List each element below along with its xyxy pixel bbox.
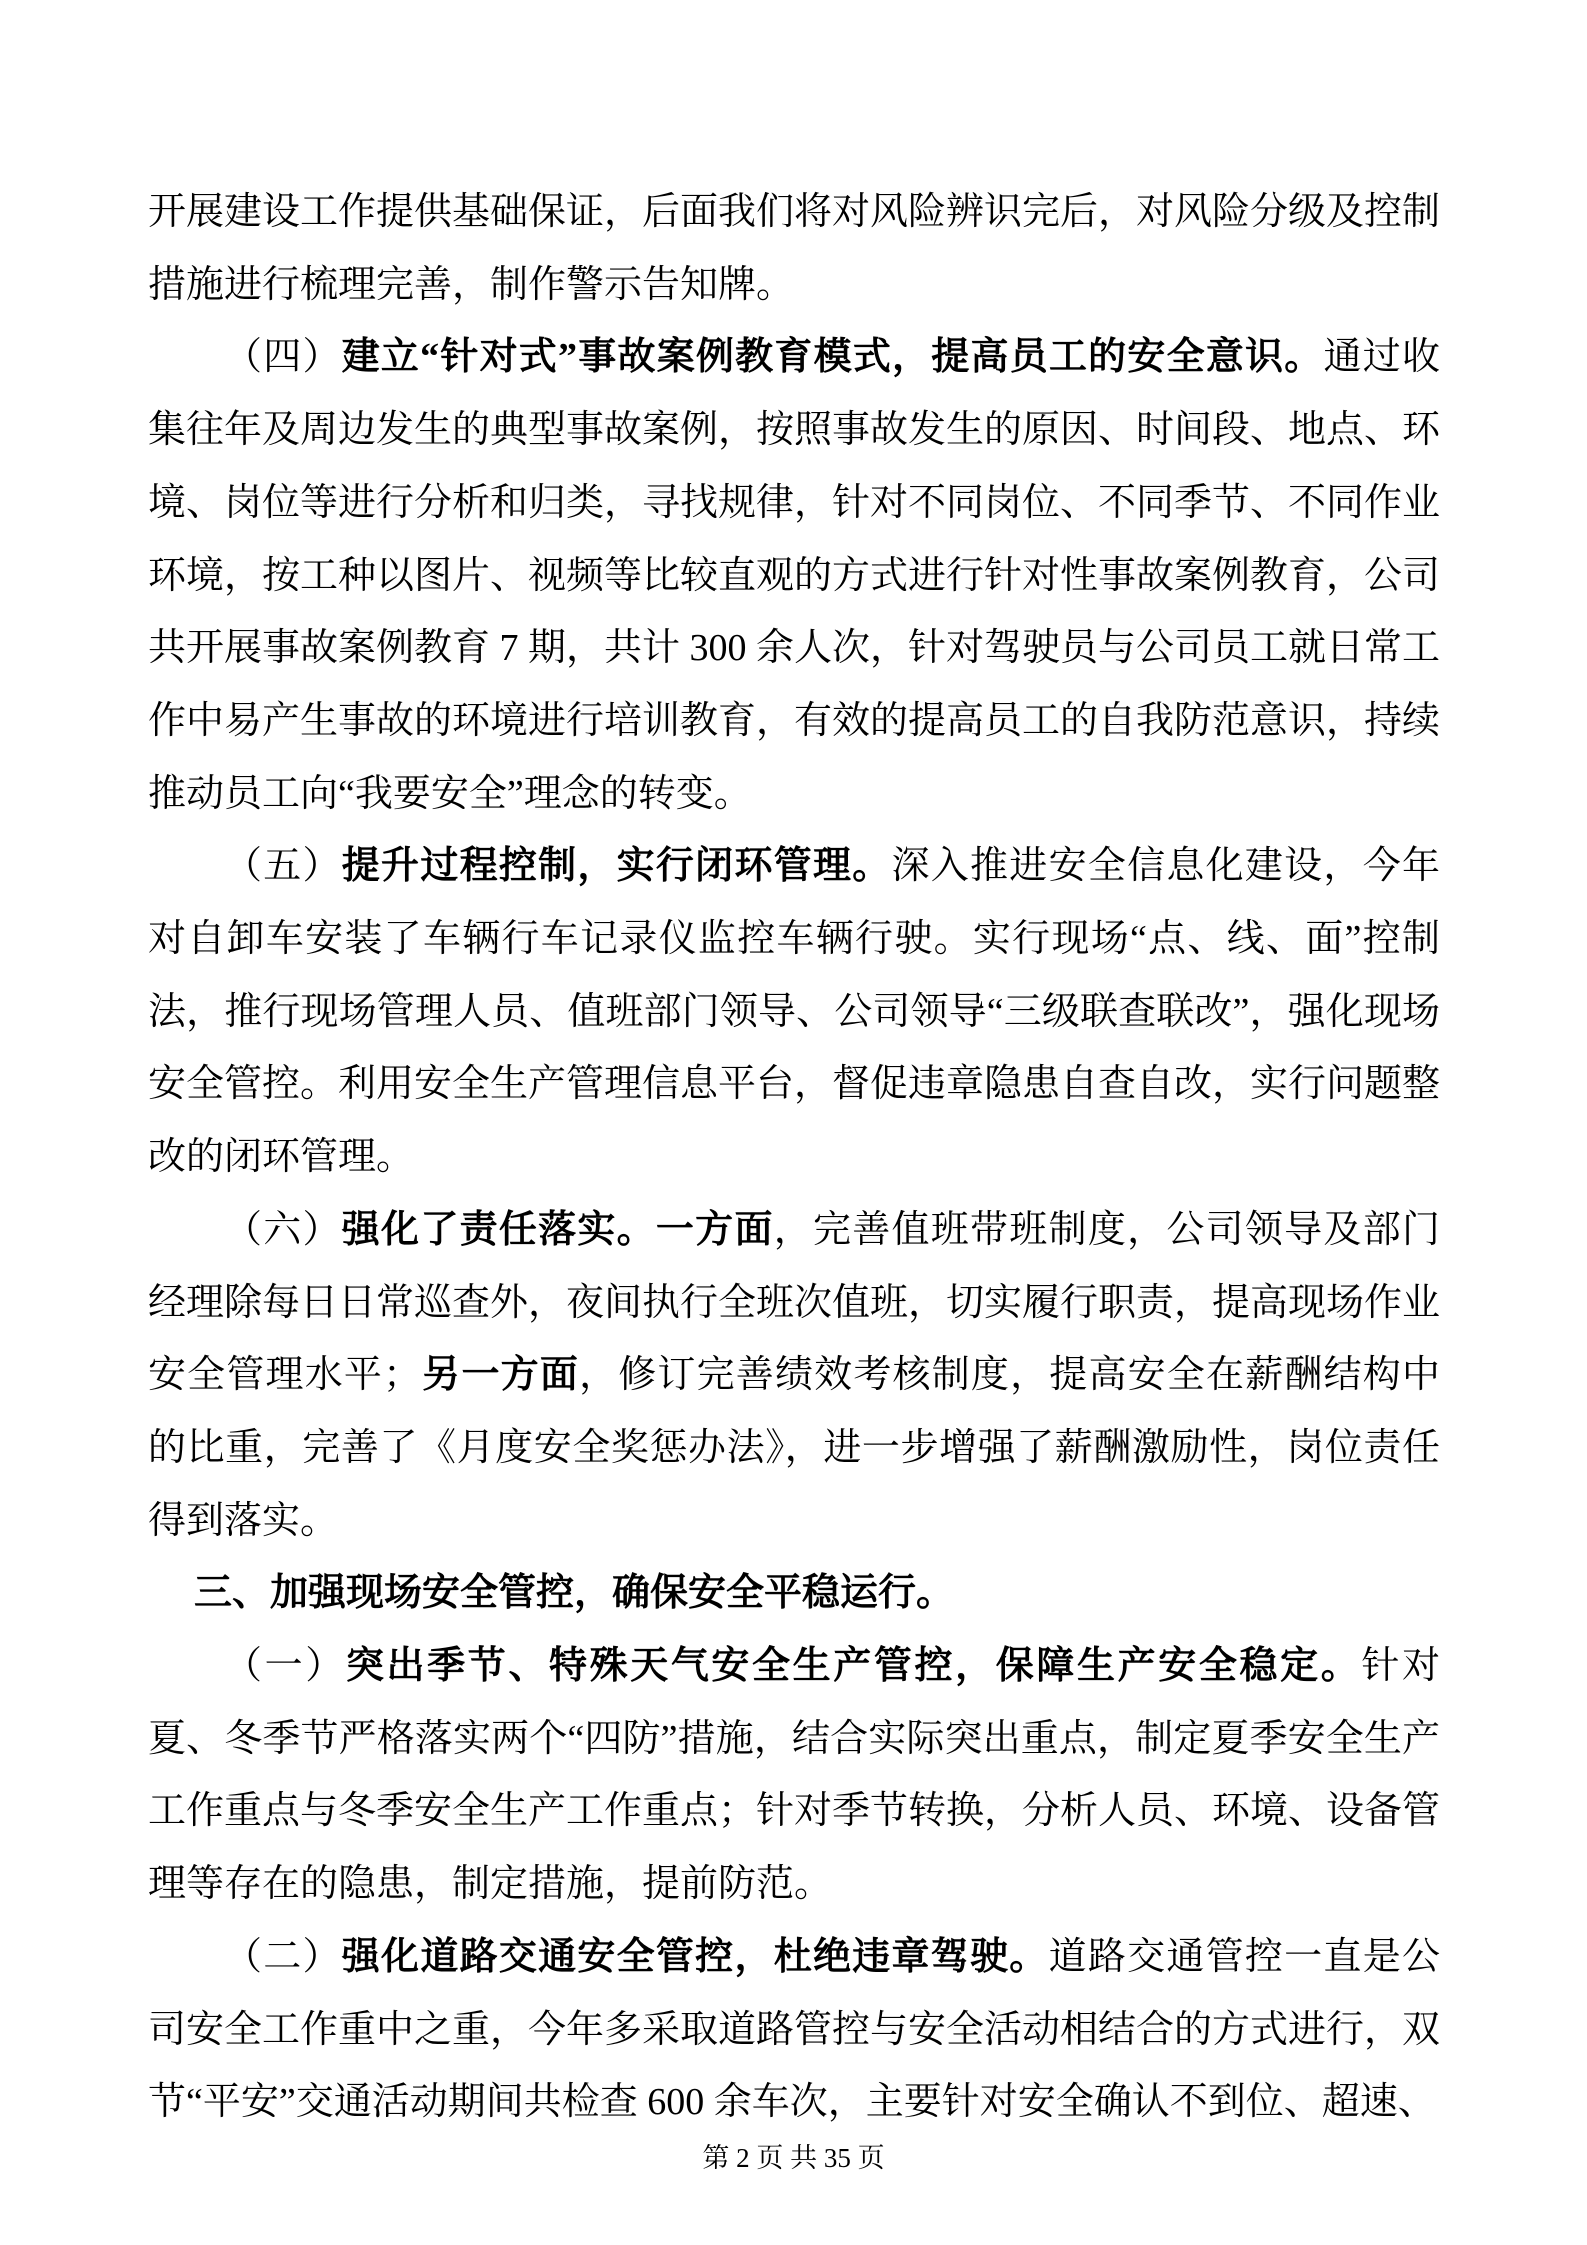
paragraph-3 (148, 830, 1440, 1194)
document-body (148, 176, 1440, 2139)
paragraph-text: 开展建设工作提供基础保证，后面我们将对风险辨识完后，对风险分级及控制措施进行梳理完善，制作警示告知牌。 (148, 191, 1441, 306)
paragraph-text: （五） (224, 845, 342, 888)
paragraph-emphasis: 另一方面 (421, 1354, 580, 1397)
paragraph-text: 针对夏、冬季节严格落实两个“四防”措施，结合实际突出重点，制定夏季安全生产工作重点与冬季安全生产工作重点；针对季节转换，分析人员、环境、设备管理等存在的隐患，制定措施，提前防范。 (148, 1645, 1441, 1906)
paragraph-text: （二） (224, 1935, 342, 1978)
paragraph-text: 通过收集往年及周边发生的典型事故案例，按照事故发生的原因、时间段、地点、环境、岗位等进行分析和归类，寻找规律，针对不同岗位、不同季节、不同作业环境，按工种以图片、视频等比较直观的方式进行针对性事故案例教育，公司共开展事故案例教育 7 期，共计 300 余人次，针对驾驶员与公司员工就日常工作中易产生事故的环境进行培训教育，有效的提高员工的自我防范意识，持续推动员工向“我要安全”理念的转变。 (148, 336, 1441, 815)
paragraph-emphasis: 强化了责任落实。 (341, 1208, 656, 1251)
paragraph-text: 深入推进安全信息化建设，今年对自卸车安装了车辆行车记录仪监控车辆行驶。实行现场“点、线、面”控制法，推行现场管理人员、值班部门领导、公司领导“三级联查联改”，强化现场安全管控。利用安全生产管理信息平台，督促违章隐患自查自改，实行问题整改的闭环管理。 (148, 845, 1441, 1179)
paragraph-emphasis: 三、加强现场安全管控，确保安全平稳运行。 (194, 1572, 955, 1615)
page-number: 第 2 页 共 35 页 (702, 2143, 885, 2173)
paragraph-emphasis: 一方面 (655, 1208, 774, 1251)
paragraph-text: 道路交通管控一直是公司安全工作重中之重，今年多采取道路管控与安全活动相结合的方式进行，双节“平安”交通活动期间共检查 600 余车次，主要针对安全确认不到位、超速、 (148, 1935, 1441, 2124)
paragraph-4 (148, 1194, 1440, 1558)
paragraph-2 (148, 321, 1440, 830)
paragraph-text: （四） (224, 336, 342, 379)
paragraph-7 (148, 1921, 1440, 2139)
page-footer (0, 2142, 1587, 2174)
paragraph-1 (148, 176, 1440, 321)
paragraph-5 (148, 1557, 1440, 1630)
paragraph-emphasis: 突出季节、特殊天气安全生产管控，保障生产安全稳定。 (345, 1645, 1362, 1688)
paragraph-6 (148, 1630, 1440, 1921)
paragraph-emphasis: 提升过程控制，实行闭环管理。 (341, 845, 892, 888)
paragraph-text: ，修订完善绩效考核制度，提高安全在薪酬结构中的比重，完善了《月度安全奖惩办法》，进一步增强了薪酬激励性，岗位责任得到落实。 (148, 1354, 1440, 1542)
paragraph-emphasis: 强化道路交通安全管控，杜绝违章驾驶。 (341, 1935, 1049, 1978)
paragraph-text: （一） (224, 1645, 346, 1688)
paragraph-emphasis: 建立“针对式”事故案例教育模式，提高员工的安全意识。 (341, 336, 1324, 379)
paragraph-text: （六） (224, 1208, 342, 1251)
paragraph-text: ，完善值班带班制度，公司领导及部门经理除每日日常巡查外，夜间执行全班次值班，切实履行职责，提高现场作业安全管理水平； (148, 1208, 1441, 1397)
